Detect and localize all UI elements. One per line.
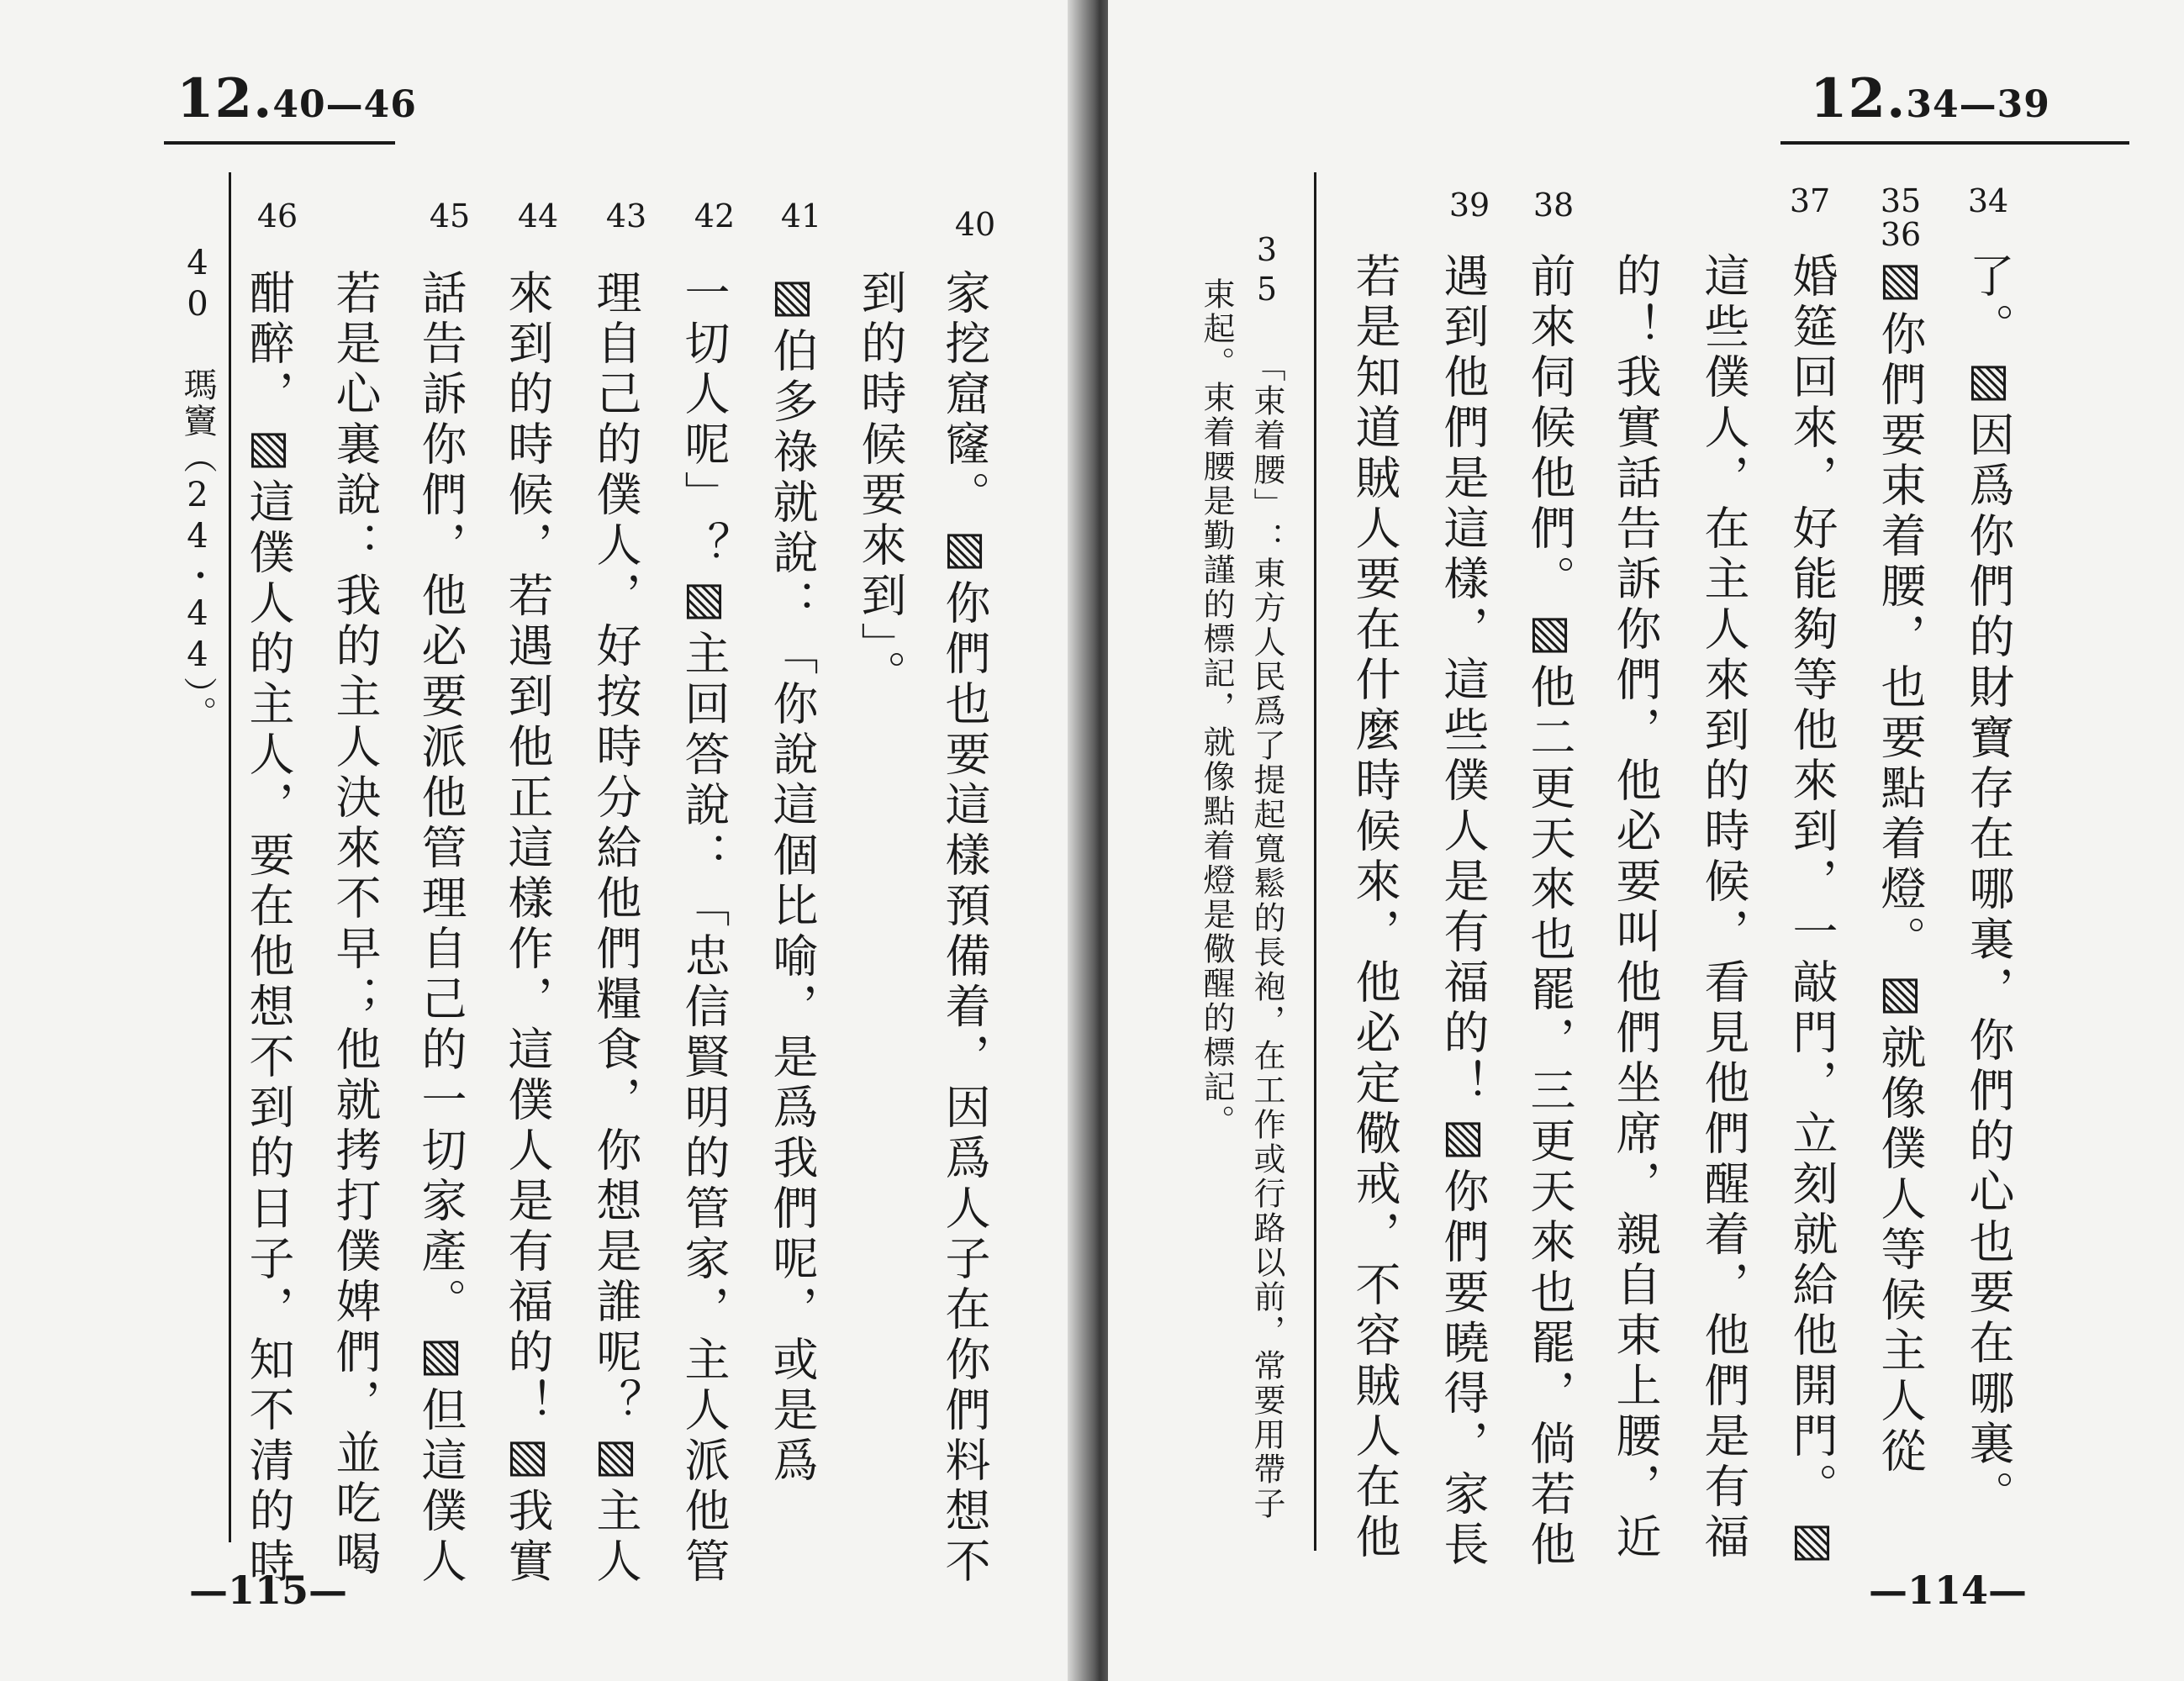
text-column: ▧你們要束着腰，也要點着燈。▧就像僕人等候主人從 (1874, 252, 1927, 1478)
footnote-rule (1314, 172, 1316, 1551)
text-column: 婚筵回來，好能夠等他來到，一敲門，立刻就給他開門。▧ (1786, 252, 1838, 1571)
right-verse-range: 34—39 (1906, 83, 2050, 126)
right-head-rule (1780, 141, 2129, 145)
text-column: 來到的時候，若遇到他正這樣作，這僕人是有福的！▧我實 (501, 269, 554, 1588)
text-column: 一切人呢」？▧主回答說：「忠信賢明的管家，主人派他管 (678, 269, 731, 1588)
right-chapter-number: 12. (1810, 67, 1907, 130)
verse-number: 42 (694, 198, 736, 234)
text-column: 若是知道賊人要在什麼時候來，他必定儆戒，不容賊人在他 (1348, 252, 1401, 1563)
verse-number: 44 (517, 198, 559, 234)
verse-number: 38 (1532, 187, 1575, 224)
left-head-rule (164, 141, 395, 145)
verse-number: 41 (780, 198, 822, 234)
left-verse-range: 40—46 (272, 83, 417, 126)
footnote-rule (229, 172, 231, 1542)
right-page (1108, 0, 2184, 1681)
verse-number: 34 (1967, 182, 2009, 219)
right-running-head (1810, 67, 2050, 130)
left-chapter-number: 12. (177, 67, 273, 130)
page-number: —114— (1869, 1568, 2028, 1613)
text-column: 酣醉，▧這僕人的主人，要在他想不到的日子，知不清的時 (242, 269, 295, 1588)
text-column: 到的時候要來到」。 (854, 269, 907, 700)
verse-number: 43 (605, 198, 647, 234)
text-column: ▧伯多祿就說：「你說這個比喻，是爲我們呢，或是爲 (766, 269, 819, 1487)
text-column: 家挖窟窿。▧你們也要這樣預備着，因爲人子在你們料想不 (938, 269, 991, 1588)
page-number: —115— (189, 1568, 348, 1613)
text-column: 理自己的僕人，好按時分給他們糧食，你想是誰呢？▧主人 (589, 269, 642, 1588)
verse-number: 45 (429, 198, 471, 234)
verse-number: 37 (1789, 182, 1831, 219)
text-column: 遇到他們是這樣，這些僕人是有福的！▧你們要曉得，家長 (1437, 252, 1490, 1571)
text-column: 前來伺候他們。▧他二更天來也罷，三更天來也罷，倘若他 (1523, 252, 1576, 1571)
text-column: 若是心裏說：我的主人決來不早；他就拷打僕婢們，並吃喝 (329, 269, 382, 1580)
footnote: 40 瑪竇（24・44）。 (178, 244, 217, 732)
footnote-line: 束起。束着腰是勤謹的標記，就像點着燈是儆醒的標記。 (1198, 277, 1235, 1139)
verse-number: 39 (1448, 187, 1490, 224)
text-column: 的！我實話告訴你們，他必要叫他們坐席，親自束上腰，近 (1609, 252, 1662, 1563)
verse-number: 46 (256, 198, 298, 234)
verse-number: 35 36 (1880, 182, 1922, 253)
text-column: 話告訴你們，他必要派他管理自己的一切家產。▧但這僕人 (414, 269, 467, 1588)
left-running-head (177, 67, 417, 130)
verse-number: 40 (954, 206, 996, 243)
left-page (0, 0, 1084, 1681)
text-column: 這些僕人，在主人來到的時候，看見他們醒着，他們是有福 (1697, 252, 1750, 1563)
footnote-line: 35 「束着腰」：東方人民爲了提起寬鬆的長袍，在工作或行路以前，常要用帶子 (1248, 231, 1285, 1521)
text-column: 了。▧因爲你們的財寶存在哪裏，你們的心也要在哪裏。 (1962, 252, 2015, 1520)
